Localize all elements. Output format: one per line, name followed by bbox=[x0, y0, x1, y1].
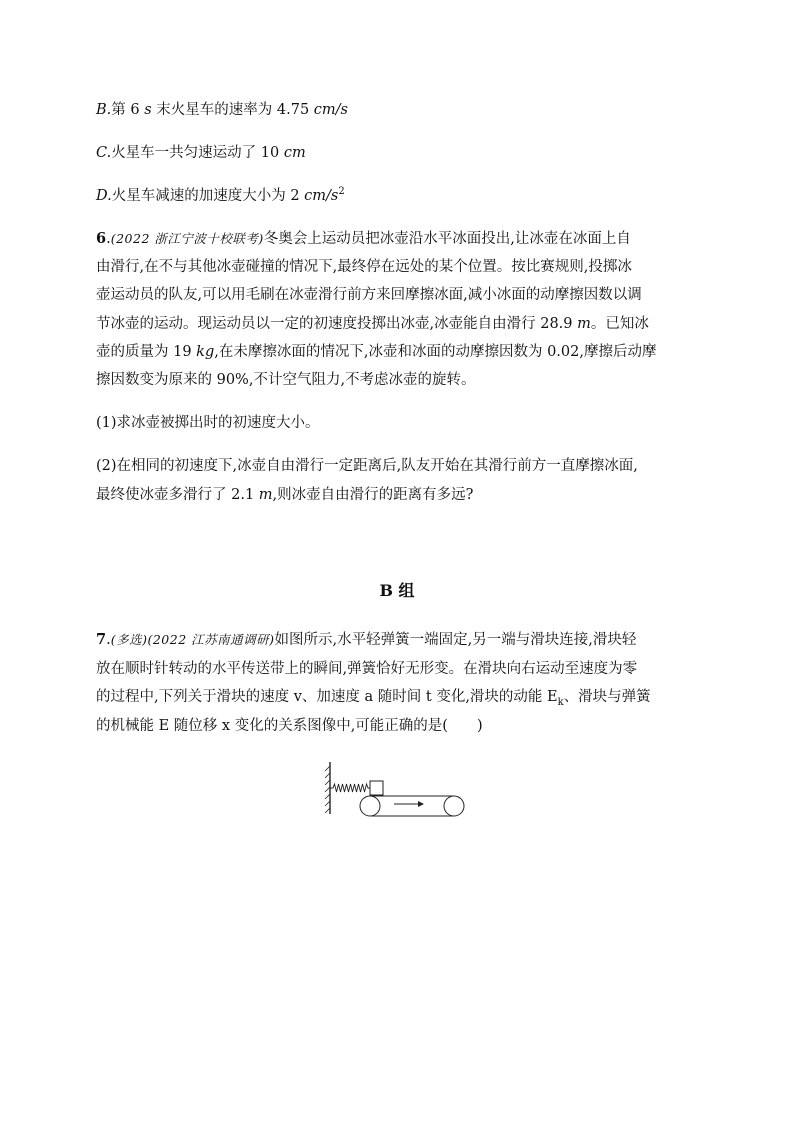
spring-conveyor-figure bbox=[318, 758, 478, 818]
option-letter: C. bbox=[96, 145, 112, 161]
question-6-part-2-line-2: 最终使冰壶多滑行了 2.1 m,则冰壶自由滑行的距离有多远? bbox=[96, 487, 474, 503]
question-7-line-4: 的机械能 E 随位移 x 变化的关系图像中,可能正确的是( ) bbox=[96, 718, 483, 734]
question-6-line-2: 由滑行,在不与其他冰壶碰撞的情况下,最终停在远处的某个位置。按比赛规则,投掷冰 bbox=[96, 259, 632, 275]
arrow-right-icon bbox=[394, 801, 424, 807]
spring bbox=[330, 784, 370, 792]
option-letter: D. bbox=[96, 188, 112, 204]
slider-block bbox=[370, 781, 383, 795]
fixed-wall bbox=[325, 762, 330, 814]
question-6-line-6: 擦因数变为原来的 90%,不计空气阻力,不考虑冰壶的旋转。 bbox=[96, 372, 476, 388]
question-7-line-1: 7.(多选)(2022 江苏南通调研)如图所示,水平轻弹簧一端固定,另一端与滑块连接,滑块轻 bbox=[96, 631, 637, 648]
question-number: 6 bbox=[96, 230, 107, 247]
option-c: C.火星车一共匀速运动了 10 cm bbox=[96, 145, 306, 161]
question-6-part-1: (1)求冰壶被掷出时的初速度大小。 bbox=[96, 415, 320, 431]
conveyor-belt bbox=[360, 796, 464, 816]
option-letter: B. bbox=[96, 102, 112, 118]
question-7-line-2: 放在顺时针转动的水平传送带上的瞬间,弹簧恰好无形变。在滑块向右运动至速度为零 bbox=[96, 661, 638, 677]
question-6-line-3: 壶运动员的队友,可以用毛刷在冰壶滑行前方来回摩擦冰面,减小冰面的动摩擦因数以调 bbox=[96, 287, 642, 303]
question-number: 7 bbox=[96, 631, 107, 648]
option-d: D.火星车减速的加速度大小为 2 $cm/s^2$ bbox=[96, 186, 345, 204]
question-6-line-4: 节冰壶的运动。现运动员以一定的初速度投掷出冰壶,冰壶能自由滑行 28.9 m。已知冰 bbox=[96, 316, 649, 332]
question-source: (2022 浙江宁波十校联考) bbox=[110, 231, 264, 246]
option-b: B.第 6 s 末火星车的速率为 4.75 cm/s bbox=[96, 102, 348, 118]
question-6-line-1: 6.(2022 浙江宁波十校联考)冬奥会上运动员把冰壶沿水平冰面投出,让冰壶在冰面上自 bbox=[96, 230, 631, 247]
question-source: (2022 江苏南通调研) bbox=[147, 632, 275, 647]
question-tag: (多选) bbox=[110, 632, 148, 647]
section-title: B 组 bbox=[379, 581, 415, 600]
question-6-part-2-line-1: (2)在相同的初速度下,冰壶自由滑行一定距离后,队友开始在其滑行前方一直摩擦冰面, bbox=[96, 458, 638, 474]
question-6-line-5: 壶的质量为 19 kg,在未摩擦冰面的情况下,冰壶和冰面的动摩擦因数为 0.02,摩擦后动摩 bbox=[96, 344, 657, 360]
question-7-line-3: 的过程中,下列关于滑块的速度 v、加速度 a 随时间 t 变化,滑块的动能 $E_k$、滑块与弹簧 bbox=[96, 689, 651, 708]
